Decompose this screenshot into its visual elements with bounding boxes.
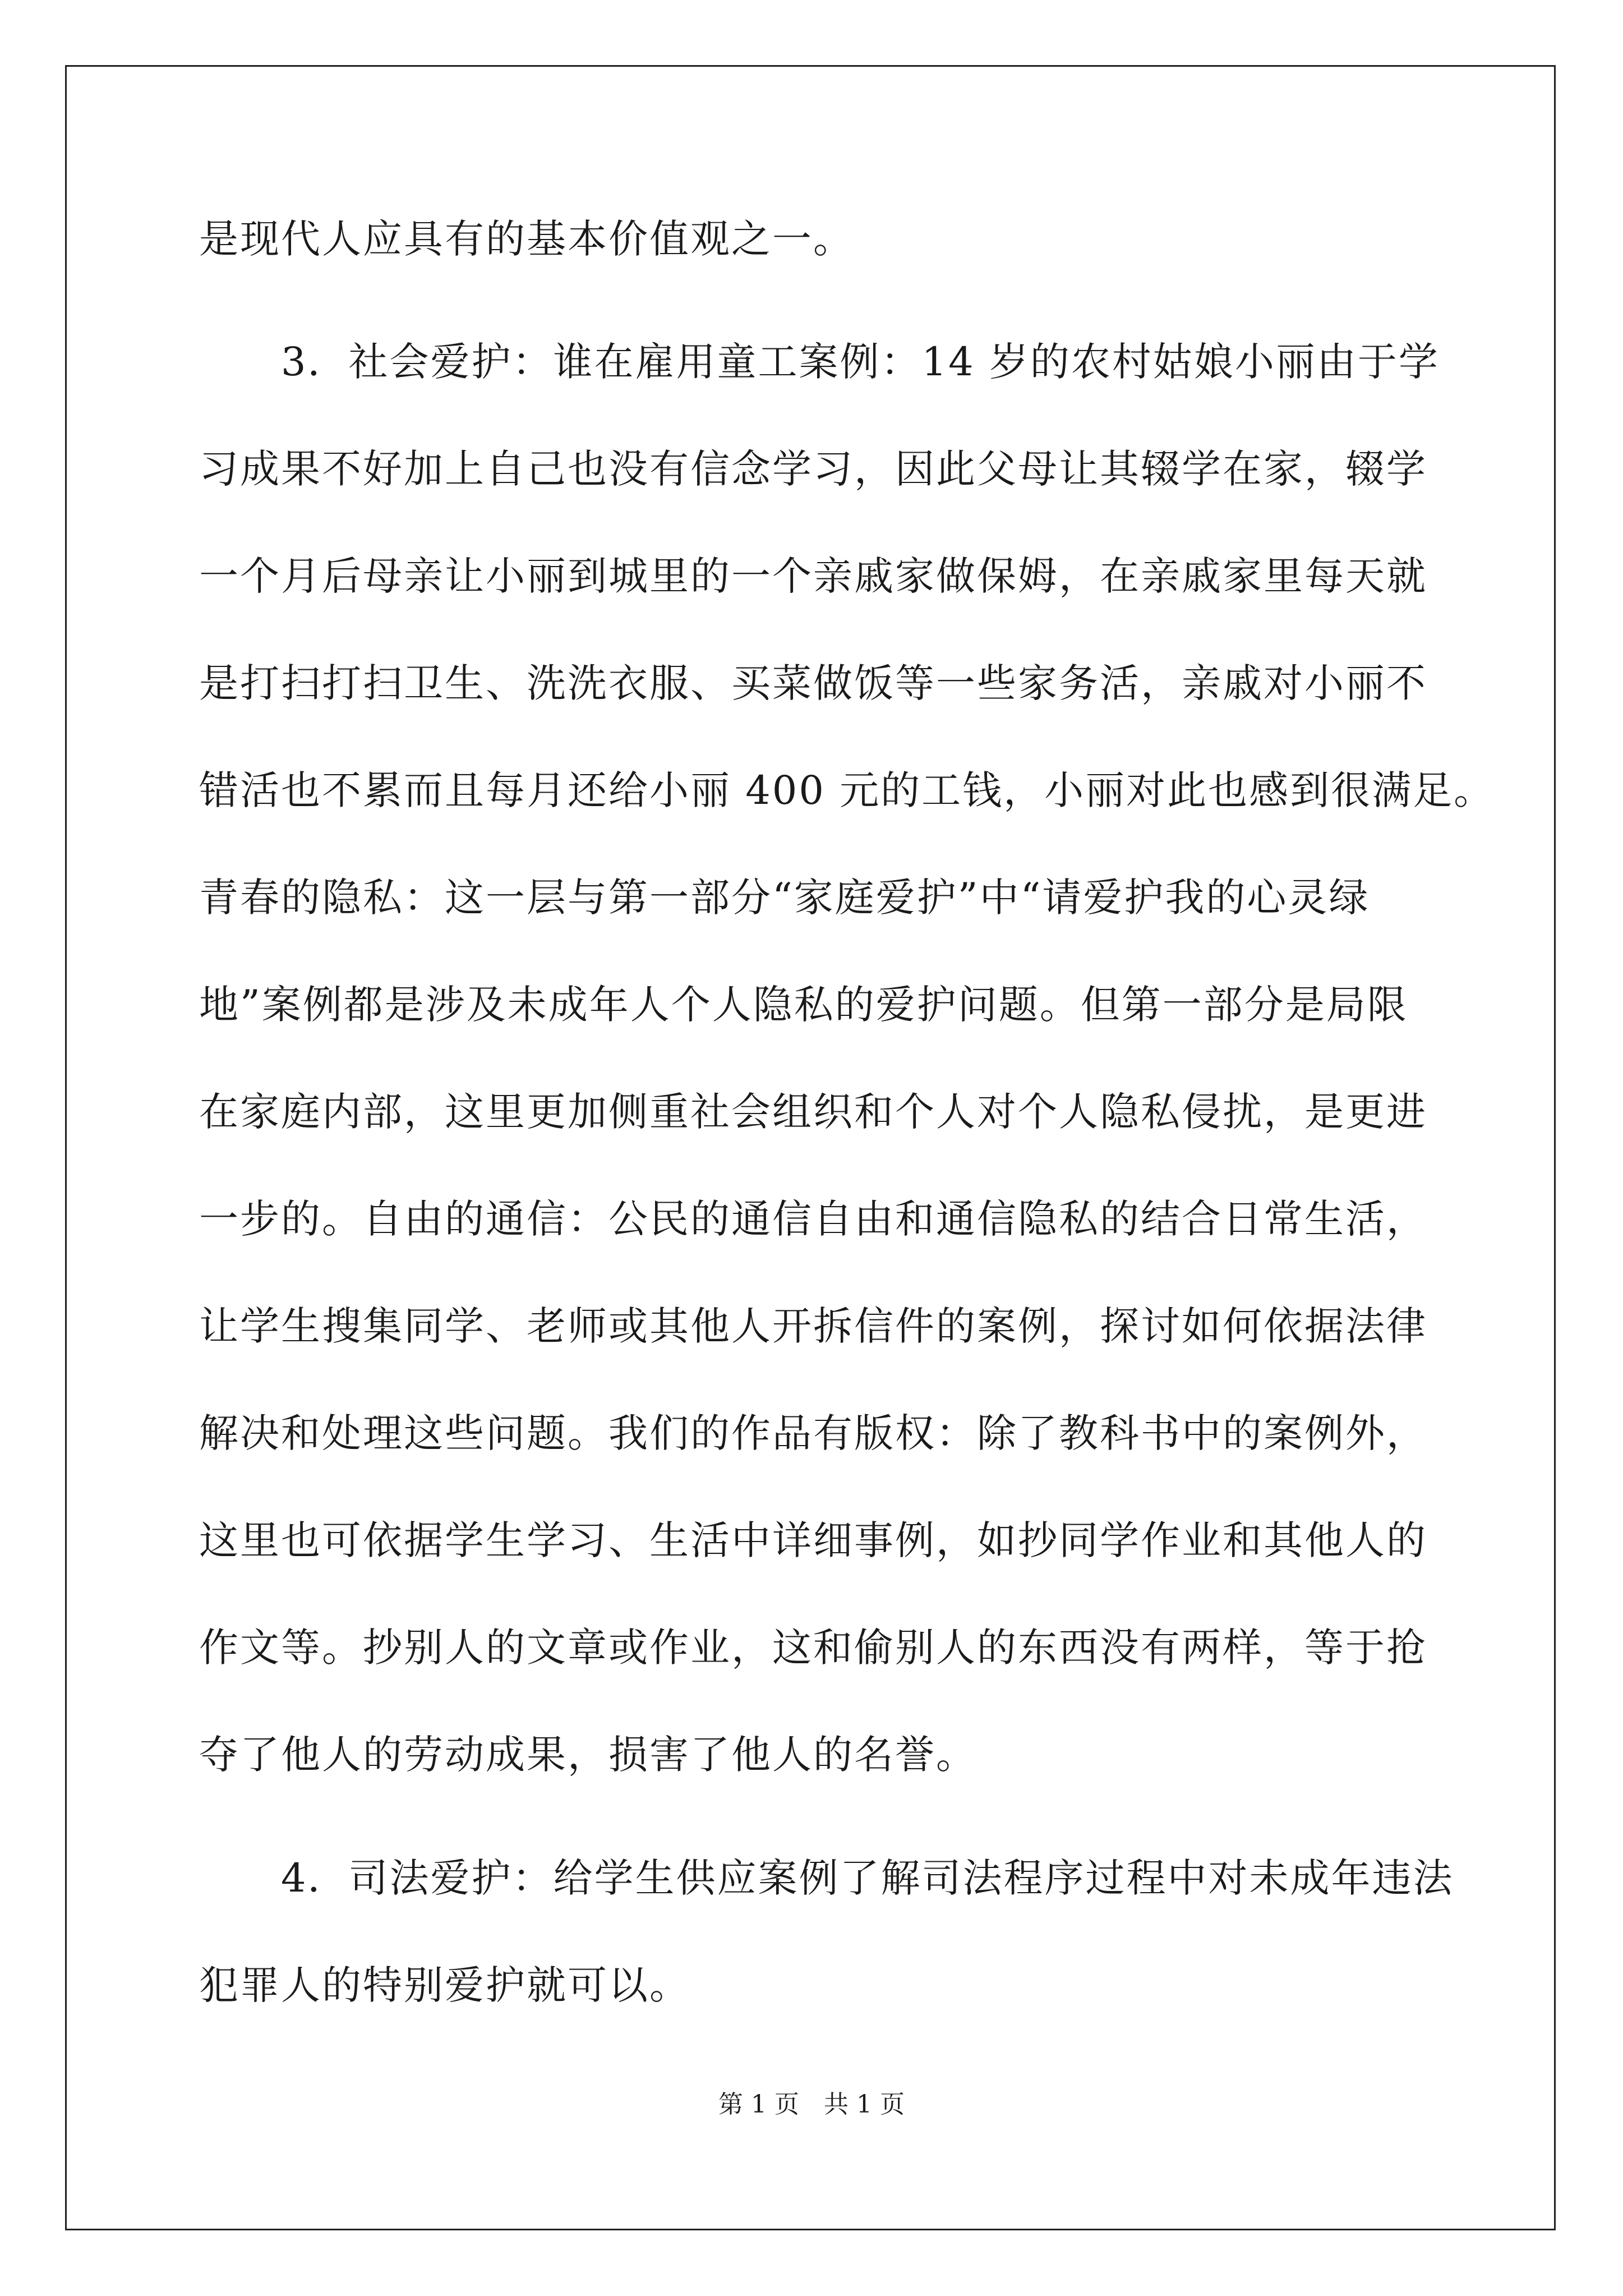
text-line: 一个月后母亲让小丽到城里的一个亲戚家做保姆，在亲戚家里每天就 [199, 553, 1427, 599]
text-line: 一步的。自由的通信：公民的通信自由和通信隐私的结合日常生活， [199, 1196, 1427, 1242]
page-number-footer: 第 1 页 共 1 页 [718, 2090, 905, 2119]
text-line: 4．司法爱护：给学生供应案例了解司法程序过程中对未成年违法 [199, 1855, 1454, 1901]
text-line: 是现代人应具有的基本价值观之一。 [199, 216, 854, 262]
text-line: 习成果不好加上自己也没有信念学习，因此父母让其辍学在家，辍学 [199, 446, 1427, 492]
text-line: 犯罪人的特别爱护就可以。 [199, 1962, 690, 2008]
text-line: 作文等。抄别人的文章或作业，这和偷别人的东西没有两样，等于抢 [199, 1625, 1427, 1671]
text-line: 这里也可依据学生学习、生活中详细事例，如抄同学作业和其他人的 [199, 1517, 1427, 1563]
text-line: 在家庭内部，这里更加侧重社会组织和个人对个人隐私侵扰，是更进 [199, 1089, 1427, 1135]
text-line: 让学生搜集同学、老师或其他人开拆信件的案例，探讨如何依据法律 [199, 1303, 1427, 1349]
text-line: 解决和处理这些问题。我们的作品有版权：除了教科书中的案例外， [199, 1410, 1427, 1456]
text-line: 夺了他人的劳动成果，损害了他人的名誉。 [199, 1732, 977, 1778]
text-line: 地”案例都是涉及未成年人个人隐私的爱护问题。但第一部分是局限 [199, 982, 1408, 1028]
text-line: 3．社会爱护：谁在雇用童工案例：14 岁的农村姑娘小丽由于学 [199, 339, 1440, 385]
page-border [65, 65, 1556, 2230]
text-line: 是打扫打扫卫生、洗洗衣服、买菜做饭等一些家务活，亲戚对小丽不 [199, 660, 1427, 706]
text-line: 错活也不累而且每月还给小丽 400 元的工钱，小丽对此也感到很满足。 [199, 767, 1495, 813]
text-line: 青春的隐私：这一层与第一部分“家庭爱护”中“请爱护我的心灵绿 [199, 875, 1370, 921]
